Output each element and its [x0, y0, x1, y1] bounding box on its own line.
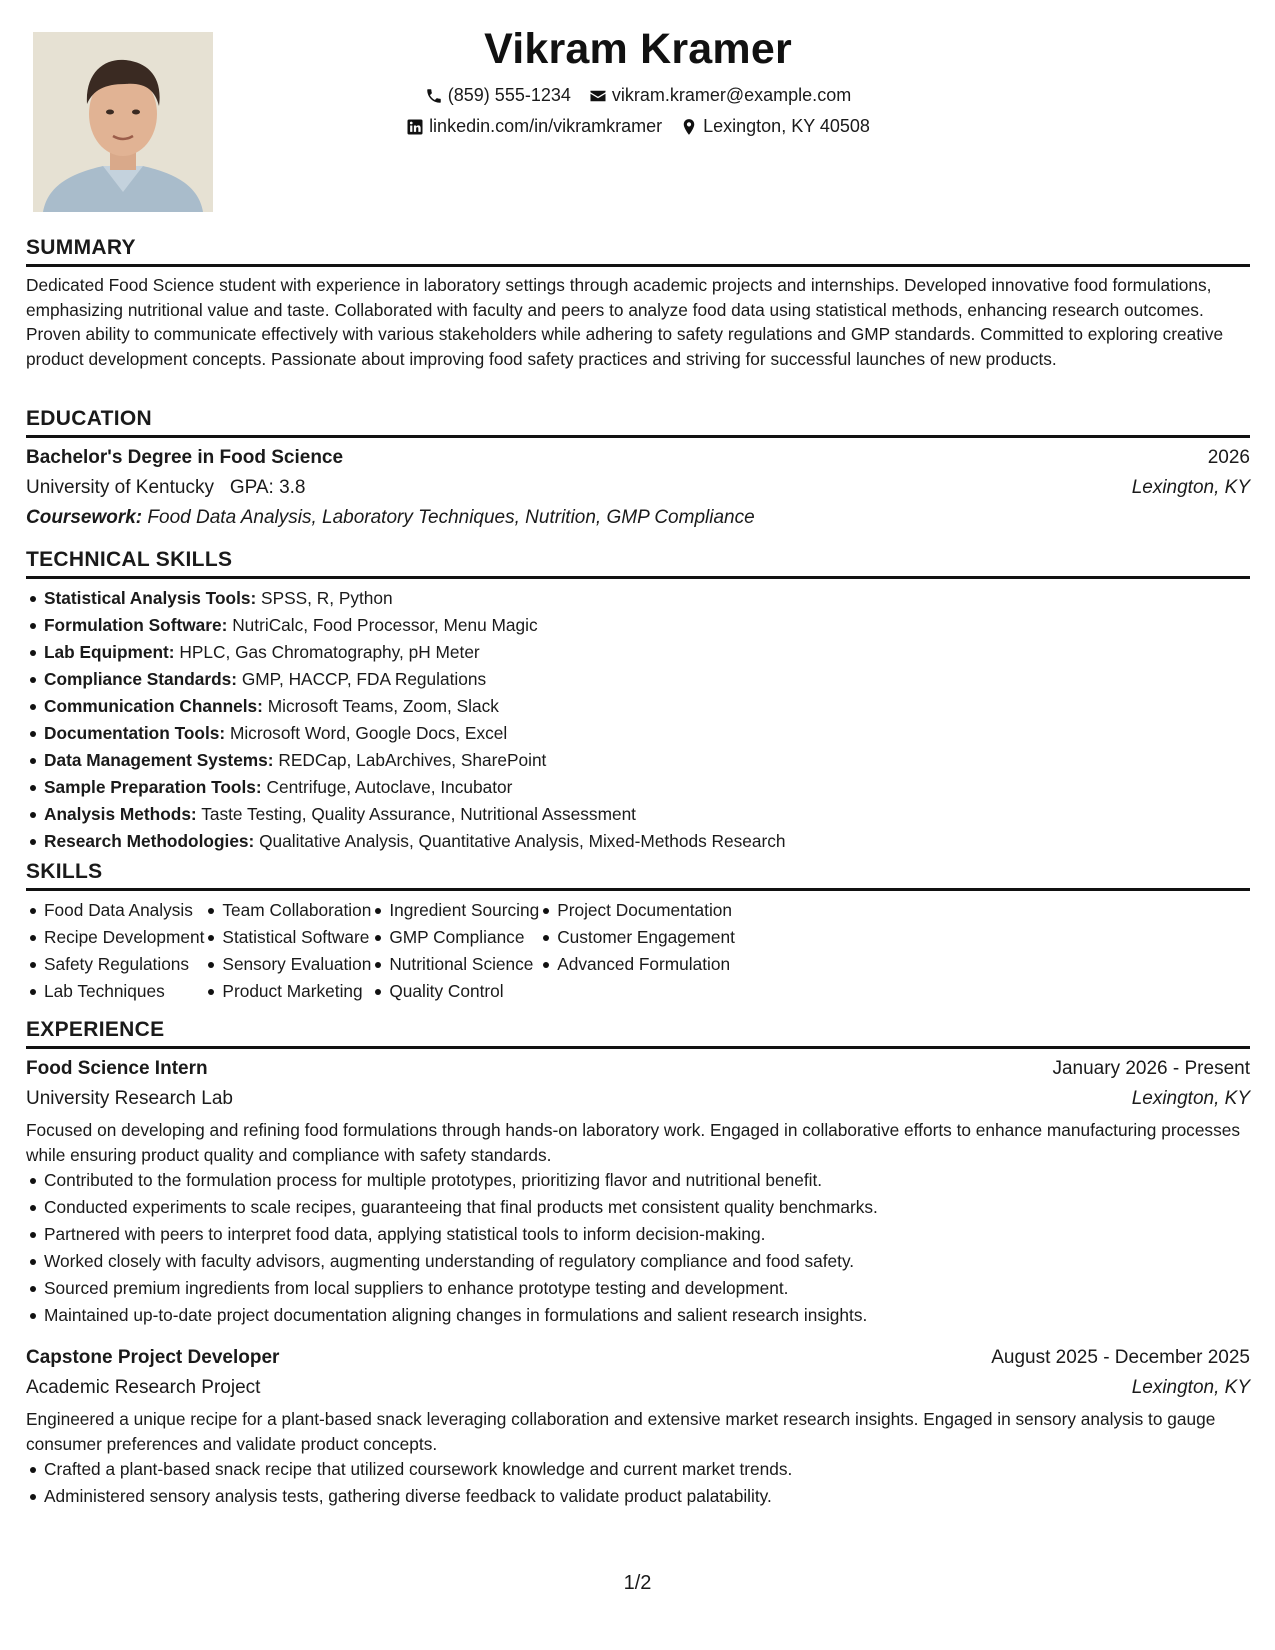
- job-organization: University Research Lab: [26, 1088, 233, 1109]
- job-entry: [26, 1054, 1250, 1329]
- envelope-icon: [589, 87, 607, 105]
- technical-skill-item: [26, 801, 1250, 828]
- skill-category: Analysis Methods:: [44, 804, 197, 824]
- education-row: [26, 443, 1250, 473]
- technical-skill-item: [26, 828, 1250, 855]
- skills-column: [204, 897, 371, 1005]
- job-description: Focused on developing and refining food formulations through hands-on laboratory work. Engaged in collaborative efforts to enhance manufacturing processes while ensuring product quality and compliance with safety standards.: [26, 1120, 1240, 1165]
- job-location: Lexington, KY: [1131, 1088, 1250, 1109]
- skill-item: Advanced Formulation: [539, 951, 735, 978]
- job-org-row: [26, 1084, 1250, 1114]
- job-bullet: Partnered with peers to interpret food data, applying statistical tools to inform decision-making.: [26, 1221, 1250, 1248]
- skill-item: Ingredient Sourcing: [371, 897, 539, 924]
- job-title-row: [26, 1343, 1250, 1373]
- job-bullet: Conducted experiments to scale recipes, guaranteeing that final products met consistent quality benchmarks.: [26, 1194, 1250, 1221]
- section-title: TECHNICAL SKILLS: [26, 548, 233, 571]
- education-section: [26, 405, 1250, 533]
- skill-item: Statistical Software: [204, 924, 371, 951]
- phone-text: (859) 555-1234: [447, 85, 571, 105]
- technical-skill-item: [26, 774, 1250, 801]
- coursework-line: [26, 503, 1250, 533]
- contact-line-1: [26, 80, 1250, 111]
- phone-icon: [425, 87, 443, 105]
- email-contact[interactable]: [589, 80, 851, 111]
- skill-values: Microsoft Teams, Zoom, Slack: [267, 696, 499, 716]
- job-title-row: [26, 1054, 1250, 1084]
- technical-skill-item: [26, 720, 1250, 747]
- skills-column: [539, 897, 735, 1005]
- job-dates: January 2026 - Present: [1052, 1058, 1250, 1079]
- skill-item: GMP Compliance: [371, 924, 539, 951]
- skill-item: Product Marketing: [204, 978, 371, 1005]
- experience-section: [26, 1016, 1250, 1510]
- skill-item: Food Data Analysis: [26, 897, 204, 924]
- skills-column: [371, 897, 539, 1005]
- gpa: GPA: 3.8: [229, 477, 306, 498]
- skill-category: Lab Equipment:: [44, 642, 175, 662]
- skill-category: Communication Channels:: [44, 696, 263, 716]
- job-bullet: Administered sensory analysis tests, gathering diverse feedback to validate product palatability.: [26, 1483, 1250, 1510]
- job-description: Engineered a unique recipe for a plant-based snack leveraging collaboration and extensive market research insights. Engaged in sensory analysis to gauge consumer preferences and validate product concepts.: [26, 1409, 1216, 1454]
- section-title: EDUCATION: [26, 407, 152, 430]
- technical-skill-item: [26, 666, 1250, 693]
- skill-values: Centrifuge, Autoclave, Incubator: [266, 777, 513, 797]
- skill-item: Safety Regulations: [26, 951, 204, 978]
- skill-category: Research Methodologies:: [44, 831, 255, 851]
- skill-category: Documentation Tools:: [44, 723, 226, 743]
- job-entry: [26, 1343, 1250, 1510]
- school-line: [26, 473, 306, 503]
- section-title: EXPERIENCE: [26, 1018, 165, 1041]
- skill-item: Team Collaboration: [204, 897, 371, 924]
- technical-skill-item: [26, 747, 1250, 774]
- job-bullet: Contributed to the formulation process for multiple prototypes, prioritizing flavor and nutritional benefit.: [26, 1167, 1250, 1194]
- page-number: 1/2: [623, 1572, 652, 1594]
- coursework-list: Food Data Analysis, Laboratory Techniques, Nutrition, GMP Compliance: [147, 507, 755, 528]
- section-title: SKILLS: [26, 860, 103, 883]
- job-bullet: Crafted a plant-based snack recipe that utilized coursework knowledge and current market trends.: [26, 1456, 1250, 1483]
- summary-section: [26, 234, 1250, 371]
- skill-values: Microsoft Word, Google Docs, Excel: [229, 723, 508, 743]
- technical-skills-list: [26, 585, 1250, 855]
- skill-values: REDCap, LabArchives, SharePoint: [278, 750, 547, 770]
- job-bullet: Worked closely with faculty advisors, augmenting understanding of regulatory compliance and food safety.: [26, 1248, 1250, 1275]
- skill-values: HPLC, Gas Chromatography, pH Meter: [179, 642, 480, 662]
- school-location: Lexington, KY: [1131, 477, 1250, 498]
- section-divider: [26, 888, 1250, 891]
- education-school-row: [26, 473, 1250, 503]
- job-bullet: Maintained up-to-date project documentation aligning changes in formulations and salient research insights.: [26, 1302, 1250, 1329]
- skill-item: Nutritional Science: [371, 951, 539, 978]
- contact-line-2: [26, 111, 1250, 142]
- skill-item: Quality Control: [371, 978, 539, 1005]
- coursework-label: Coursework:: [26, 507, 143, 528]
- skill-item: Sensory Evaluation: [204, 951, 371, 978]
- summary-text: Dedicated Food Science student with experience in laboratory settings through academic projects and internships. Developed innovative food formulations, emphasizing nutritional value and taste. Collaborated with faculty and peers to analyze food data using statistical methods, enhancing research outcomes. Proven ability to communicate effectively with various stakeholders while adhering to safety regulations and GMP standards. Committed to exploring creative product development concepts. Passionate about improving food safety practices and striving for successful launches of new products.: [26, 275, 1224, 369]
- section-divider: [26, 435, 1250, 438]
- technical-skill-item: [26, 585, 1250, 612]
- section-divider: [26, 264, 1250, 267]
- job-org-row: [26, 1373, 1250, 1403]
- resume-header: [26, 18, 1250, 142]
- skill-item: Customer Engagement: [539, 924, 735, 951]
- degree: Bachelor's Degree in Food Science: [26, 447, 344, 468]
- jobs-list: [26, 1054, 1250, 1510]
- graduation-year: 2026: [1207, 447, 1250, 468]
- skills-column: [26, 897, 204, 1005]
- skill-category: Compliance Standards:: [44, 669, 238, 689]
- skill-values: Taste Testing, Quality Assurance, Nutritional Assessment: [201, 804, 636, 824]
- school-name: University of Kentucky: [26, 477, 214, 498]
- job-organization: Academic Research Project: [26, 1377, 261, 1398]
- email-text: vikram.kramer@example.com: [611, 85, 852, 105]
- location-contact: [680, 111, 870, 142]
- skills-grid: [26, 897, 1250, 1005]
- skill-values: GMP, HACCP, FDA Regulations: [241, 669, 487, 689]
- linkedin-icon: [406, 118, 424, 136]
- section-title: SUMMARY: [26, 236, 136, 259]
- job-location: Lexington, KY: [1131, 1377, 1250, 1398]
- skill-values: SPSS, R, Python: [261, 588, 393, 608]
- technical-skill-item: [26, 639, 1250, 666]
- job-role: Food Science Intern: [26, 1058, 208, 1079]
- phone-contact[interactable]: [425, 80, 571, 111]
- skill-category: Formulation Software:: [44, 615, 228, 635]
- job-bullet: Sourced premium ingredients from local suppliers to enhance prototype testing and development.: [26, 1275, 1250, 1302]
- linkedin-text: linkedin.com/in/vikramkramer: [429, 116, 663, 136]
- technical-skills-section: [26, 546, 1250, 855]
- skill-category: Statistical Analysis Tools:: [44, 588, 257, 608]
- skill-values: Qualitative Analysis, Quantitative Analysis, Mixed-Methods Research: [259, 831, 786, 851]
- job-bullets: [26, 1456, 1250, 1510]
- skill-item: Project Documentation: [539, 897, 735, 924]
- job-bullets: [26, 1167, 1250, 1329]
- skill-category: Sample Preparation Tools:: [44, 777, 262, 797]
- job-dates: August 2025 - December 2025: [991, 1347, 1250, 1368]
- skill-category: Data Management Systems:: [44, 750, 274, 770]
- linkedin-contact[interactable]: [406, 111, 662, 142]
- section-divider: [26, 1046, 1250, 1049]
- technical-skill-item: [26, 612, 1250, 639]
- skill-item: Lab Techniques: [26, 978, 204, 1005]
- section-divider: [26, 576, 1250, 579]
- map-pin-icon: [680, 118, 698, 136]
- skill-item: Recipe Development: [26, 924, 204, 951]
- candidate-name: Vikram Kramer: [484, 25, 792, 73]
- skills-section: [26, 858, 1250, 1005]
- technical-skill-item: [26, 693, 1250, 720]
- skill-values: NutriCalc, Food Processor, Menu Magic: [232, 615, 538, 635]
- job-role: Capstone Project Developer: [26, 1347, 280, 1368]
- location-text: Lexington, KY 40508: [703, 116, 870, 136]
